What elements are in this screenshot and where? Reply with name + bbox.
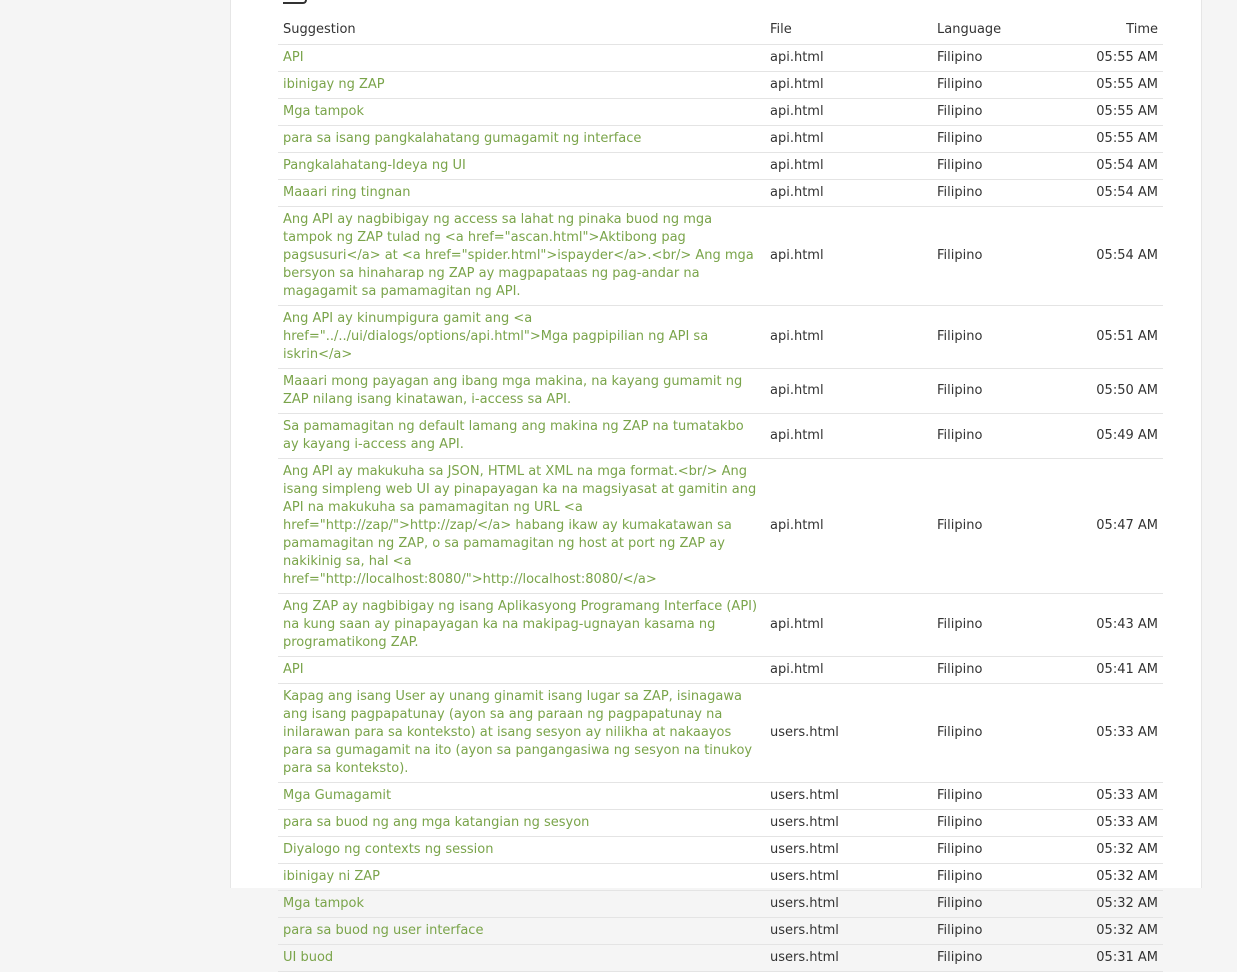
language-cell: Filipino — [932, 657, 1062, 684]
language-cell: Filipino — [932, 45, 1062, 72]
table-row — [278, 99, 1163, 126]
file-cell: api.html — [765, 72, 932, 99]
time-cell: 05:55 AM — [1062, 45, 1163, 72]
time-cell: 05:50 AM — [1062, 369, 1163, 414]
language-cell: Filipino — [932, 594, 1062, 657]
suggestion-cell — [278, 783, 765, 810]
suggestion-link[interactable]: Ang API ay nagbibigay ng access sa lahat ng pinaka buod ng mga tampok ng ZAP tulad ng <a href="ascan.html">Aktibong pag pagsusuri</a> at <a href="spider.html">ispayder</a>.<br/> Ang mga bersyon sa hinaharap ng ZAP ay magpapataas ng pag-andar na magagamit sa pamamagitan ng API. — [283, 212, 754, 299]
suggestion-link[interactable]: Maaari mong payagan ang ibang mga makina, na kayang gumamit ng ZAP nilang isang kinatawan, i-access sa API. — [283, 374, 743, 407]
language-cell: Filipino — [932, 783, 1062, 810]
suggestion-cell — [278, 180, 765, 207]
suggestion-link[interactable]: Ang API ay makukuha sa JSON, HTML at XML na mga format.<br/> Ang isang simpleng web UI ay pinapayagan ka na magsiyasat at gamitin ang API na makukuha sa pamamagitan ng URL <a href="http://zap/">http://zap/</a> habang ikaw ay kumakatawan sa pamamagitan ng ZAP, o sa pamamagitan ng host at port ng ZAP ay nakikinig sa, hal <a href="http://localhost:8080/">http://localhost:8080/</a> — [283, 464, 757, 587]
column-header-language: Language — [932, 17, 1062, 45]
table-header — [278, 17, 1163, 45]
file-cell: api.html — [765, 99, 932, 126]
table-row — [278, 72, 1163, 99]
file-cell: users.html — [765, 810, 932, 837]
table-row — [278, 414, 1163, 459]
file-cell: api.html — [765, 369, 932, 414]
suggestion-link[interactable]: ibinigay ni ZAP — [283, 869, 380, 884]
language-cell: Filipino — [932, 684, 1062, 783]
suggestion-cell — [278, 864, 765, 891]
table-row — [278, 684, 1163, 783]
time-cell: 05:54 AM — [1062, 180, 1163, 207]
suggestion-cell — [278, 153, 765, 180]
file-cell: api.html — [765, 126, 932, 153]
suggestion-cell — [278, 891, 765, 918]
file-cell: api.html — [765, 153, 932, 180]
suggestion-cell — [278, 306, 765, 369]
table-row — [278, 891, 1163, 918]
table-row — [278, 837, 1163, 864]
suggestion-cell — [278, 810, 765, 837]
header-row — [278, 17, 1163, 45]
column-header-suggestion: Suggestion — [278, 17, 765, 45]
table-row — [278, 594, 1163, 657]
suggestion-link[interactable]: para sa buod ng user interface — [283, 923, 484, 938]
suggestions-table — [278, 17, 1163, 972]
time-cell: 05:55 AM — [1062, 72, 1163, 99]
time-cell: 05:31 AM — [1062, 945, 1163, 972]
suggestion-cell — [278, 684, 765, 783]
suggestion-cell — [278, 837, 765, 864]
suggestion-cell — [278, 72, 765, 99]
language-cell: Filipino — [932, 72, 1062, 99]
file-cell: api.html — [765, 459, 932, 594]
suggestion-link[interactable]: Kapag ang isang User ay unang ginamit isang lugar sa ZAP, isinagawa ang isang pagpapatunay (ayon sa ang paraan ng pagpapatunay na inilarawan para sa konteksto) at isang sesyon ay nilikha at nakaayos para sa gumagamit na ito (ayon sa pangangasiwa ng sesyon na tinukoy para sa konteksto). — [283, 689, 753, 776]
suggestion-link[interactable]: Maaari ring tingnan — [283, 185, 411, 200]
time-cell: 05:32 AM — [1062, 891, 1163, 918]
time-cell: 05:51 AM — [1062, 306, 1163, 369]
file-cell: api.html — [765, 45, 932, 72]
table-row — [278, 207, 1163, 306]
language-cell: Filipino — [932, 810, 1062, 837]
suggestion-link[interactable]: Mga tampok — [283, 104, 365, 119]
file-cell: api.html — [765, 306, 932, 369]
table-row — [278, 180, 1163, 207]
file-cell: users.html — [765, 918, 932, 945]
language-cell: Filipino — [932, 945, 1062, 972]
suggestion-link[interactable]: Mga tampok — [283, 896, 365, 911]
suggestions-panel — [230, 0, 1202, 965]
time-cell: 05:33 AM — [1062, 810, 1163, 837]
suggestion-link[interactable]: Diyalogo ng contexts ng session — [283, 842, 494, 857]
table-body — [278, 45, 1163, 972]
file-cell: users.html — [765, 864, 932, 891]
language-cell: Filipino — [932, 153, 1062, 180]
language-cell: Filipino — [932, 414, 1062, 459]
suggestion-link[interactable]: API — [283, 50, 304, 65]
time-cell: 05:54 AM — [1062, 207, 1163, 306]
language-cell: Filipino — [932, 918, 1062, 945]
language-cell: Filipino — [932, 864, 1062, 891]
suggestion-link[interactable]: API — [283, 662, 304, 677]
language-cell: Filipino — [932, 180, 1062, 207]
file-cell: users.html — [765, 891, 932, 918]
file-cell: users.html — [765, 684, 932, 783]
table-row — [278, 306, 1163, 369]
time-cell: 05:32 AM — [1062, 864, 1163, 891]
time-cell: 05:49 AM — [1062, 414, 1163, 459]
file-cell: api.html — [765, 594, 932, 657]
suggestion-link[interactable]: Ang ZAP ay nagbibigay ng isang Aplikasyong Programang Interface (API) na kung saan ay pinapayagan ka na makipag-ugnayan kasama ng programatikong ZAP. — [283, 599, 758, 650]
language-cell: Filipino — [932, 459, 1062, 594]
time-cell: 05:32 AM — [1062, 837, 1163, 864]
table-row — [278, 918, 1163, 945]
suggestion-cell — [278, 918, 765, 945]
file-cell: api.html — [765, 414, 932, 459]
table-row — [278, 657, 1163, 684]
file-cell: api.html — [765, 207, 932, 306]
time-cell: 05:33 AM — [1062, 783, 1163, 810]
suggestion-link[interactable]: Mga Gumagamit — [283, 788, 392, 803]
language-cell: Filipino — [932, 369, 1062, 414]
file-cell: api.html — [765, 180, 932, 207]
language-cell: Filipino — [932, 891, 1062, 918]
suggestion-cell — [278, 657, 765, 684]
time-cell: 05:55 AM — [1062, 99, 1163, 126]
truncated-heading-glyph — [283, 0, 307, 4]
suggestion-cell — [278, 99, 765, 126]
suggestion-cell — [278, 945, 765, 972]
file-cell: api.html — [765, 657, 932, 684]
column-header-time: Time — [1062, 17, 1163, 45]
suggestion-link[interactable]: para sa buod ng ang mga katangian ng sesyon — [283, 815, 590, 830]
suggestion-cell — [278, 45, 765, 72]
time-cell: 05:32 AM — [1062, 918, 1163, 945]
suggestion-link[interactable]: Sa pamamagitan ng default lamang ang makina ng ZAP na tumatakbo ay kayang i-access ang API. — [283, 419, 744, 452]
language-cell: Filipino — [932, 207, 1062, 306]
language-cell: Filipino — [932, 837, 1062, 864]
table-row — [278, 864, 1163, 891]
file-cell: users.html — [765, 837, 932, 864]
table-row — [278, 810, 1163, 837]
table-row — [278, 783, 1163, 810]
time-cell: 05:55 AM — [1062, 126, 1163, 153]
language-cell: Filipino — [932, 99, 1062, 126]
time-cell: 05:33 AM — [1062, 684, 1163, 783]
suggestion-cell — [278, 207, 765, 306]
suggestion-cell — [278, 126, 765, 153]
suggestion-cell — [278, 594, 765, 657]
table-row — [278, 126, 1163, 153]
suggestion-cell — [278, 459, 765, 594]
suggestion-link[interactable]: UI buod — [283, 950, 334, 965]
table-row — [278, 369, 1163, 414]
suggestion-link[interactable]: Ang API ay kinumpigura gamit ang <a href="../../ui/dialogs/options/api.html">Mga pagpipilian ng API sa iskrin</a> — [283, 311, 709, 362]
suggestion-cell — [278, 369, 765, 414]
table-row — [278, 153, 1163, 180]
table-row — [278, 945, 1163, 972]
time-cell: 05:54 AM — [1062, 153, 1163, 180]
table-row — [278, 459, 1163, 594]
column-header-file: File — [765, 17, 932, 45]
file-cell: users.html — [765, 945, 932, 972]
suggestion-link[interactable]: Pangkalahatang-Ideya ng UI — [283, 158, 466, 173]
suggestion-cell — [278, 414, 765, 459]
suggestion-link[interactable]: ibinigay ng ZAP — [283, 77, 385, 92]
language-cell: Filipino — [932, 306, 1062, 369]
table-row — [278, 45, 1163, 72]
time-cell: 05:43 AM — [1062, 594, 1163, 657]
language-cell: Filipino — [932, 126, 1062, 153]
time-cell: 05:47 AM — [1062, 459, 1163, 594]
time-cell: 05:41 AM — [1062, 657, 1163, 684]
file-cell: users.html — [765, 783, 932, 810]
suggestion-link[interactable]: para sa isang pangkalahatang gumagamit ng interface — [283, 131, 642, 146]
